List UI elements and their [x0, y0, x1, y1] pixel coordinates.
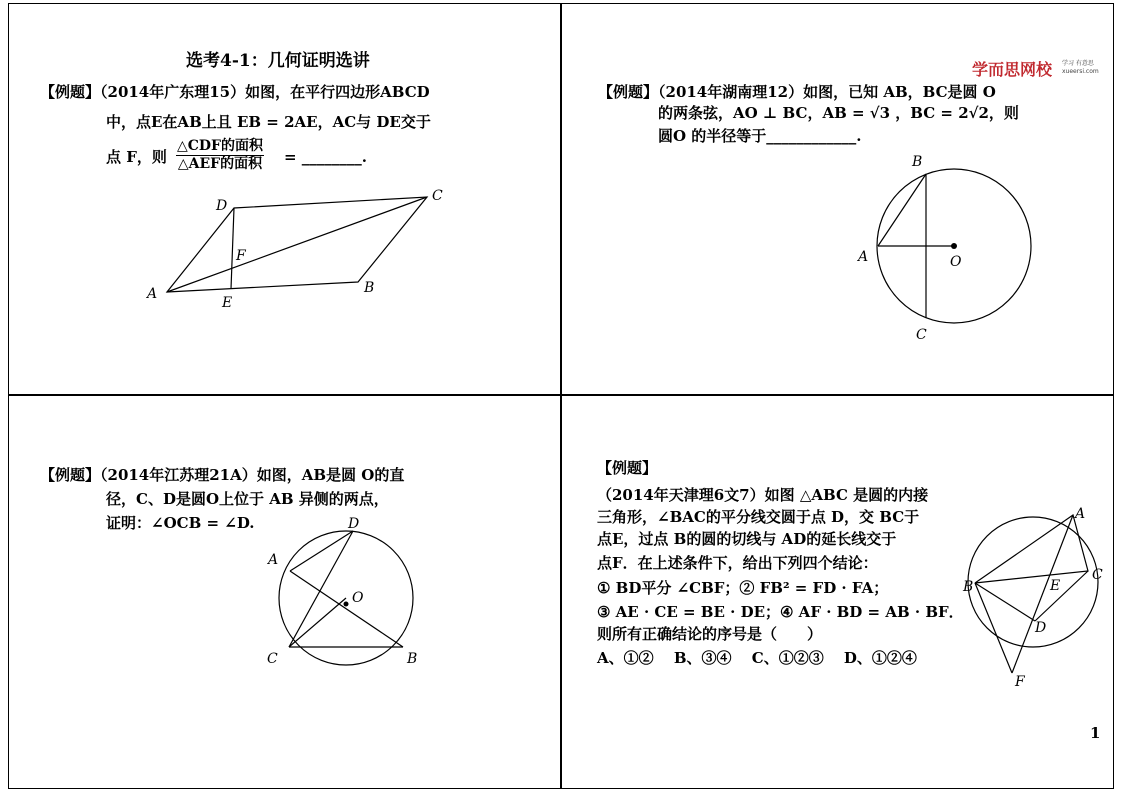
tangent-BF [975, 583, 1012, 673]
p3-line2: 径，C、D是圆O上位于 AB 异侧的两点， [106, 490, 389, 508]
p4-line1: （2014年天津理6文7）如图 △ABC 是圆的内接 [597, 486, 929, 504]
p1-line2: 中，点E在AB上且 EB = 2AE，AC与 DE交于 [106, 113, 431, 131]
section-title: 选考4-1：几何证明选讲 [186, 51, 370, 71]
label-C-p2: C [916, 327, 927, 343]
label-D-p3: D [348, 516, 360, 532]
center-dot-p3 [344, 602, 349, 607]
label-O-p2: O [950, 254, 962, 270]
label-O-p3: O [352, 590, 364, 606]
fraction-denominator: △AEF的面积 [177, 156, 263, 172]
center-dot-p2 [951, 243, 957, 249]
label-F-p1: F [236, 248, 246, 264]
label-C-p4: C [1092, 567, 1103, 583]
p4-header: 【例题】 [597, 459, 658, 477]
label-A-p1: A [147, 286, 158, 302]
segment-DC [1035, 571, 1088, 621]
segment-DE [231, 208, 234, 289]
p4-line6: ③ AE · CE = BE · DE；④ AF · BD = AB · BF． [597, 603, 964, 621]
p4-line4: 点F．在上述条件下，给出下列四个结论： [597, 554, 878, 572]
p2-line2: 的两条弦，AO ⊥ BC，AB = √3 ，BC = 2√2，则 [658, 104, 1019, 122]
p2-line3: 圆O 的半径等于____________. [658, 127, 862, 145]
xueersi-logo: 学而思网校 [972, 60, 1053, 79]
label-B-p4: B [963, 579, 974, 595]
label-A-p4: A [1075, 506, 1086, 522]
label-C-p3: C [267, 651, 278, 667]
label-D-p4: D [1035, 620, 1047, 636]
label-E-p4: E [1050, 578, 1061, 594]
fraction-numerator: △CDF的面积 [177, 138, 263, 154]
circle-figure-p4 [968, 515, 1098, 673]
label-F-p4: F [1015, 674, 1025, 690]
p4-line7: 则所有正确结论的序号是（ ） [597, 625, 823, 643]
diameter-AB [290, 571, 403, 647]
p1-line3-prefix: 点 F，则 [106, 148, 167, 166]
label-C-p1: C [432, 188, 443, 204]
p3-line3: 证明：∠OCB = ∠D. [106, 514, 255, 532]
p1-line1: 【例题】（2014年广东理15）如图，在平行四边形ABCD [40, 83, 430, 101]
label-D-p1: D [216, 198, 228, 214]
logo-slogan: 学习 有意思 [1062, 60, 1094, 67]
segment-BD [975, 583, 1035, 621]
p4-options: A、①② B、③④ C、①②③ D、①②④ [597, 649, 917, 667]
logo-url: xueersi.com [1062, 68, 1099, 75]
segment-AD [290, 531, 353, 571]
p1-line3-suffix: = ________. [284, 148, 368, 166]
label-A-p2: A [858, 249, 869, 265]
label-B-p3: B [407, 651, 418, 667]
p2-line1: 【例题】（2014年湖南理12）如图，已知 AB，BC是圆 O [598, 83, 996, 101]
p3-line1: 【例题】（2014年江苏理21A）如图，AB是圆 O的直 [40, 466, 405, 484]
label-B-p2: B [912, 154, 923, 170]
label-E-p1: E [222, 295, 233, 311]
chord-AB [878, 174, 926, 246]
parallelogram-figure [167, 197, 427, 292]
label-B-p1: B [364, 280, 375, 296]
circle-figure-p3 [279, 531, 413, 665]
segment-DC [289, 531, 353, 647]
p4-line3: 点E，过点 B的圆的切线与 AD的延长线交于 [597, 530, 897, 548]
page-number: 1 [1090, 724, 1101, 742]
label-A-p3: A [268, 552, 279, 568]
segment-CO [289, 598, 346, 647]
p4-line2: 三角形，∠BAC的平分线交圆于点 D，交 BC于 [597, 508, 920, 526]
p4-line5: ① BD平分 ∠CBF；② FB² = FD · FA； [597, 579, 889, 597]
triangle-ABC [975, 515, 1088, 583]
